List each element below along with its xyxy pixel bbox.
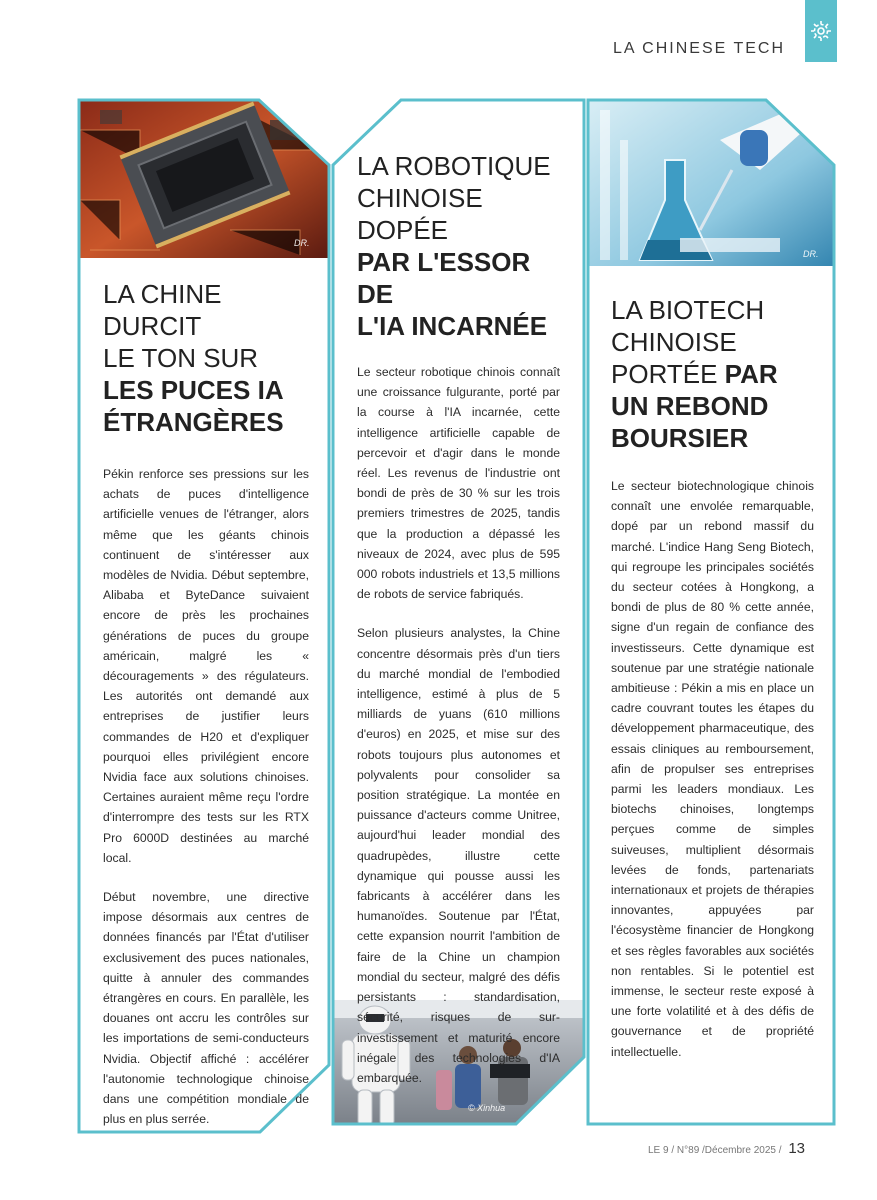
photo-credit: DR. [803,249,819,259]
paragraph: Selon plusieurs analystes, la Chine concentre désormais près d'un tiers du marché mondial de l'embodied intelligence, estimé à plus de 5 milliards de yuans (610 millions d'euros) en 2025, et mise sur des robots toujours plus autonomes et polyvalents pour consolider sa position stratégique. La montée en puissance d'acteurs comme Unitree, aujourd'hui leader mondial des quadrupèdes, illustre cette dynamique qui pousse aussi les fabricants à accélérer dans les humanoïdes. Soutenue par l'État, cette expansion nourrit l'ambition de faire de la Chine un champion mondial du secteur, malgré des défis persistants : standardisation, sécurité, risques de sur-investissement et maturité encore inégale des technologies d'IA embarquée. [357,626,560,1085]
article-body [103,464,309,1130]
separator: / [778,1145,785,1156]
title-word-bold: PAR [724,359,778,389]
lab-photo [588,100,838,270]
article-body [611,476,814,1062]
title-line: CHINOISE DOPÉE [357,183,483,245]
article-title [103,278,309,438]
title-line: LA ROBOTIQUE [357,151,551,181]
article-body [357,362,560,1088]
photo-credit: DR. [294,238,310,248]
title-line: LA CHINE DURCIT [103,279,222,341]
photo-credit: © Xinhua [468,1103,506,1113]
issue-info: N°89 /Décembre 2025 [676,1145,776,1156]
paragraph: Le secteur robotique chinois connaît une croissance fulgurante, porté par la course à l'IA incarnée, cette intelligence artificielle capable de percevoir et d'agir dans le monde réel. Les revenus de l'industrie ont bondi de près de 30 % sur les trois premiers trimestres de 2025, tandis que la production a dépassé les niveaux de 2024, avec plus de 595 000 robots industriels et 13,5 millions de robots de service fabriqués. [357,365,560,602]
paragraph: Début novembre, une directive impose désormais aux centres de données financés par l'État d'utiliser exclusivement des puces nationales, quitte à annuler des commandes étrangères en cours. En parallèle, les douanes ont accru les contrôles sur les importations de semi-conducteurs Nvidia. Objectif affiché : accélérer l'autonomie technologique chinoise dans une compétition mondiale de plus en plus serrée. [103,890,309,1127]
article-title [611,294,814,454]
article-biotech [611,294,814,1062]
title-line: LA BIOTECH [611,295,765,325]
title-line: UN REBOND [611,391,769,421]
magazine-name: LE 9 [647,1145,669,1156]
chip-photo [79,100,329,260]
title-line: LE TON SUR [103,343,259,373]
article-robotique [357,150,560,1088]
title-line: L'IA INCARNÉE [357,311,548,341]
title-line: CHINOISE [611,327,737,357]
page-number: 13 [788,1140,805,1157]
title-word: PORTÉE [611,359,718,389]
title-line: LES PUCES IA [103,375,284,405]
title-line: BOURSIER [611,423,749,453]
article-title [357,150,560,342]
article-puces [103,278,309,1130]
title-line: ÉTRANGÈRES [103,407,284,437]
section-label: LA CHINESE TECH [613,40,785,57]
title-line [611,358,814,390]
page-footer [648,1140,805,1157]
paragraph: Le secteur biotechnologique chinois connaît une envolée remarquable, dopé par un rebond massif du marché. L'indice Hang Seng Biotech, qui regroupe les principales sociétés du secteur cotées à Hongkong, a bondi de plus de 80 % cette année, signe d'un regain de confiance des investisseurs. Cette dynamique est soutenue par une stratégie nationale ambitieuse : Pékin a mis en place un cadre couvrant toutes les étapes du développement pharmaceutique, des essais cliniques au remboursement, afin de propulser ses entreprises parmi les leaders mondiaux. Les biotechs chinoises, longtemps perçues comme de simples suiveuses, multiplient désormais levées de fonds, partenariats internationaux et projets de thérapies innovantes, appuyées par l'écosystème financier de Hongkong et ses règles favorables aux sociétés non rentables. Si le potentiel est immense, le secteur reste exposé à une forte volatilité et à des défis de gouvernance et de propriété intellectuelle. [611,479,814,1059]
paragraph: Pékin renforce ses pressions sur les achats de puces d'intelligence artificielle venues de l'étranger, alors même que les géants chinois continuent de s'intéresser aux modèles de Nvidia. Début septembre, Alibaba et ByteDance suivaient encore de près les prochaines générations de puces du groupe américain, malgré les « découragements » des régulateurs. Les autorités ont demandé aux entreprises de justifier leurs commandes de H20 et d'expliquer pourquoi elles privilégient encore Nvidia face aux solutions chinoises. Certaines auraient même reçu l'ordre d'interrompre des tests sur les RTX Pro 6000D destinées au marché local. [103,467,309,865]
title-line: PAR L'ESSOR DE [357,247,531,309]
separator: / [671,1145,677,1156]
